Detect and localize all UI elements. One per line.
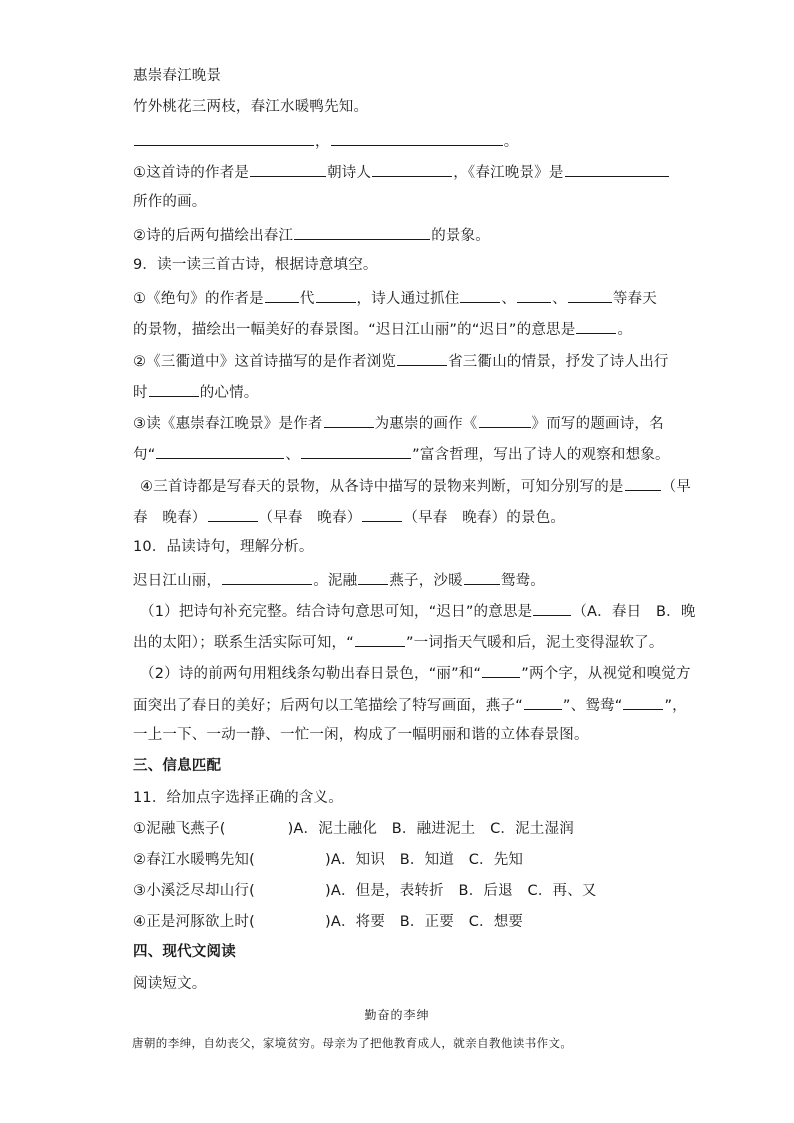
q11-option-2: ②春江水暖鸭先知( )A．知识 B．知道 C．先知 — [133, 852, 524, 868]
fill-blank[interactable] — [331, 130, 503, 146]
fill-blank[interactable] — [623, 694, 663, 710]
fill-blank[interactable] — [533, 600, 571, 616]
q11-title: 11．给加点字选择正确的含义。 — [133, 790, 343, 806]
fill-blank[interactable] — [222, 569, 312, 585]
q11-option-3: ③小溪泛尽却山行( )A．但是，表转折 B．后退 C．再、又 — [133, 883, 597, 899]
fill-blank[interactable] — [324, 412, 374, 428]
fill-blank[interactable] — [149, 381, 199, 397]
section-4-heading: 四、现代文阅读 — [133, 944, 236, 960]
q9-part-1-cont: 的景物，描绘出一幅美好的春景图。“迟日江山丽”的“迟日”的意思是 。 — [133, 318, 673, 340]
fill-blank[interactable] — [576, 318, 616, 334]
fill-blank[interactable] — [460, 287, 500, 303]
fill-blank[interactable] — [156, 443, 284, 459]
section-3-heading: 三、信息匹配 — [133, 758, 222, 774]
fill-blank[interactable] — [265, 287, 299, 303]
fill-blank[interactable] — [625, 475, 661, 491]
poem-title: 惠崇春江晚景 — [133, 68, 222, 84]
fill-blank[interactable] — [358, 569, 388, 585]
fill-blank[interactable] — [134, 130, 314, 146]
fill-blank[interactable] — [565, 161, 669, 177]
q10-sub-2-cont: 面突出了春日的美好；后两句以工笔描绘了特写画面，燕子“ ”、鸳鸯“ ”， — [133, 694, 673, 716]
poem-question-1-cont: 所作的画。 — [133, 194, 207, 210]
q9-part-2-cont: 时 的心情。 — [133, 381, 673, 403]
q10-sub-1-cont: 出的太阳）；联系生活实际可知，“ ”一词指天气暖和后，泥土变得湿软了。 — [133, 631, 673, 653]
q9-part-3-cont: 句“ 、 ”富含哲理，写出了诗人的观察和想象。 — [133, 443, 673, 465]
q9-part-3: ③读《惠崇春江晚景》是作者 为惠崇的画作《 》而写的题画诗，名 — [133, 412, 673, 434]
q9-part-1: ①《绝句》的作者是 代 ，诗人通过抓住 、 、 等春天 — [133, 287, 673, 309]
reading-intro: 阅读短文。 — [133, 976, 207, 992]
q11-option-4: ④正是河豚欲上时( )A．将要 B．正要 C．想要 — [133, 914, 524, 930]
fill-blank[interactable] — [362, 506, 402, 522]
story-paragraph: 唐朝的李绅，自幼丧父，家境贫穷。母亲为了把他教育成人，就亲自教他读书作文。 — [132, 1036, 573, 1050]
fill-blank[interactable] — [372, 161, 452, 177]
fill-blank[interactable] — [479, 412, 531, 428]
fill-blank[interactable] — [482, 662, 520, 678]
fill-blank[interactable] — [568, 287, 612, 303]
poem-line-2-blanks: ， 。 — [133, 130, 673, 152]
fill-blank[interactable] — [464, 569, 500, 585]
q10-title: 10．品读诗句，理解分析。 — [133, 539, 314, 555]
poem-line-1: 竹外桃花三两枝，春江水暖鸭先知。 — [133, 99, 369, 115]
fill-blank[interactable] — [517, 287, 551, 303]
fill-blank[interactable] — [301, 443, 411, 459]
q9-part-2: ②《三衢道中》这首诗描写的是作者浏览 省三衢山的情景，抒发了诗人出行 — [133, 350, 673, 372]
q10-sub-1: （1）把诗句补充完整。结合诗句意思可知，“迟日”的意思是 （A．春日 B．晚 — [140, 600, 680, 622]
q10-sub-2: （2）诗的前两句用粗线条勾勒出春日景色，“丽”和“ ”两个字，从视觉和嗅觉方 — [140, 662, 680, 684]
q10-sub-2-end: 一上一下、一动一静、一忙一闲，构成了一幅明丽和谐的立体春景图。 — [133, 727, 589, 743]
fill-blank[interactable] — [208, 506, 258, 522]
poem-question-1: ①这首诗的作者是 朝诗人 ，《春江晚景》是 — [133, 161, 673, 183]
q9-title: 9．读一读三首古诗，根据诗意填空。 — [133, 257, 378, 273]
fill-blank[interactable] — [250, 161, 326, 177]
fill-blank[interactable] — [316, 287, 356, 303]
fill-blank[interactable] — [397, 350, 447, 366]
story-title: 勤奋的李绅 — [364, 1008, 430, 1022]
poem-question-2: ②诗的后两句描绘出春江 的景象。 — [133, 224, 673, 246]
fill-blank[interactable] — [524, 694, 562, 710]
fill-blank[interactable] — [294, 224, 430, 240]
q10-poem-line: 迟日江山丽， 。泥融 燕子，沙暖 鸳鸯。 — [133, 569, 673, 591]
fill-blank[interactable] — [355, 631, 405, 647]
q9-part-4: ④三首诗都是写春天的景物，从各诗中描写的景物来判断，可知分别写的是 （早 — [140, 475, 680, 497]
q9-part-4-cont: 春 晚春） （早春 晚春） （早春 晚春）的景色。 — [133, 506, 673, 528]
q11-option-1: ①泥融飞燕子( )A．泥土融化 B．融进泥土 C．泥土湿润 — [133, 821, 574, 837]
